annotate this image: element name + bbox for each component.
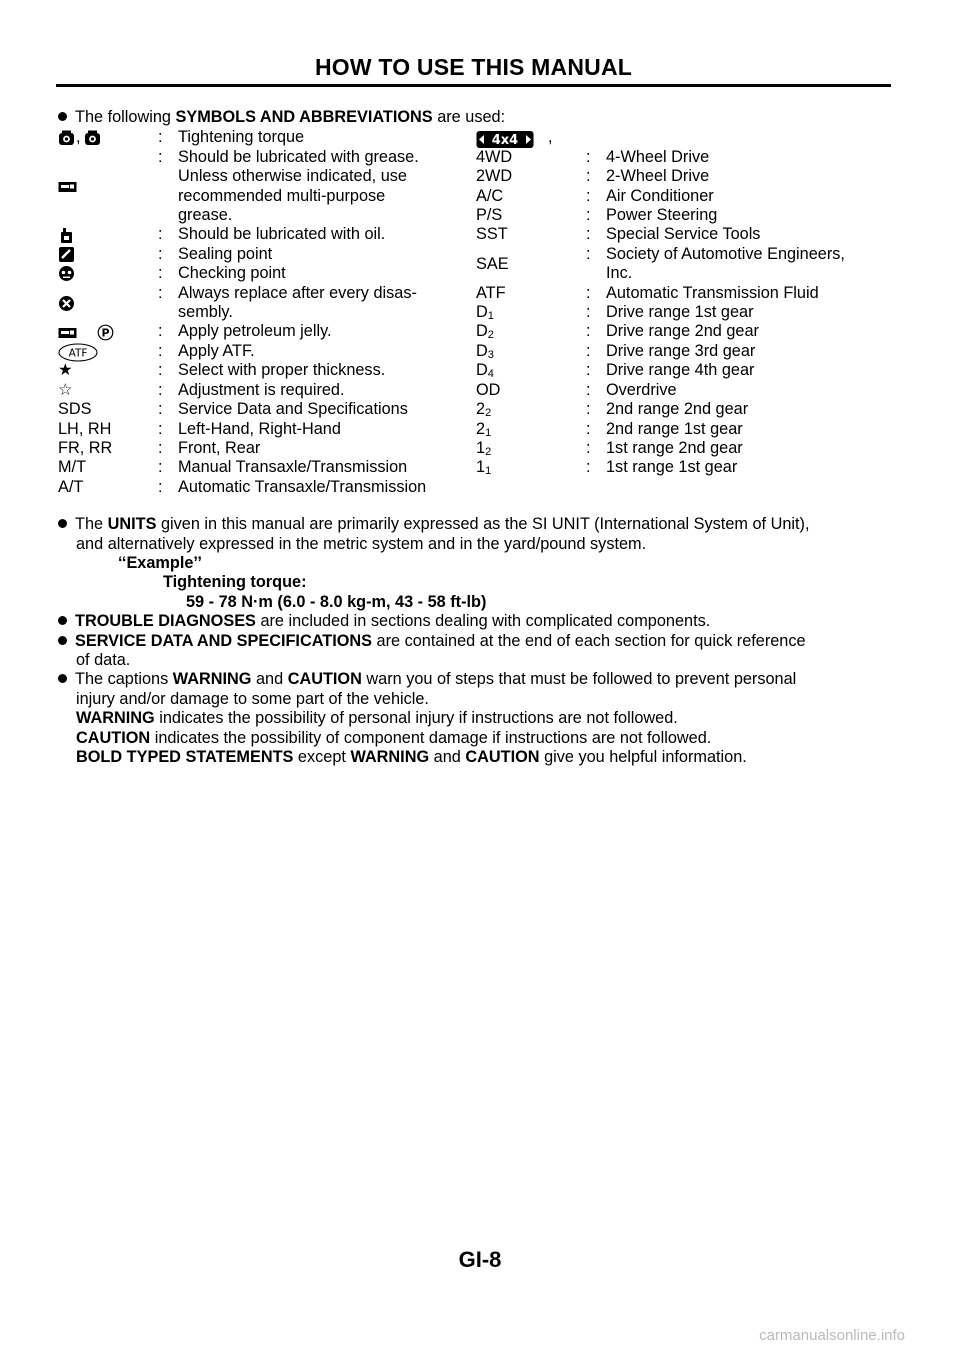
- symbol: ATF: [476, 283, 506, 302]
- symbol-description: Drive range 4th gear: [606, 361, 755, 380]
- symbol: 4WD: [476, 147, 513, 166]
- symbol: [58, 342, 158, 361]
- petroleum-jelly-icon: [97, 324, 114, 341]
- symbol-row: SAE : Society of Automotive Engineers, Inc.: [476, 245, 894, 284]
- symbol: 4x4 ,: [476, 128, 586, 147]
- service-paragraph: SERVICE DATA AND SPECIFICATIONS are contained at the end of each section for quick reference of data.: [58, 632, 894, 671]
- symbol: D 4: [476, 361, 494, 381]
- symbol-description: Special Service Tools: [606, 225, 761, 244]
- header-rule: [56, 84, 891, 87]
- symbol: OD: [476, 380, 501, 399]
- svg-text:ATF: ATF: [68, 347, 88, 360]
- symbol-description: Automatic Transaxle/Transmission: [178, 477, 427, 496]
- symbol: A/T: [58, 477, 84, 496]
- bullet: [58, 636, 67, 645]
- 4x4-icon: [476, 130, 534, 147]
- torque-wrench-icon: [84, 130, 101, 147]
- symbol-row: M/T : Manual Transaxle/Transmission: [58, 458, 476, 477]
- symbol-description: Adjustment is required.: [178, 380, 345, 399]
- symbol-description: Drive range 3rd gear: [606, 341, 756, 360]
- bullet: [58, 674, 67, 683]
- symbol-description: Air Conditioner: [606, 186, 714, 205]
- replace-icon: [58, 295, 75, 312]
- symbol: [58, 322, 158, 341]
- symbol: A/C: [476, 186, 504, 205]
- symbol: 2WD: [476, 167, 513, 186]
- symbol-description: 1st range 1st gear: [606, 458, 738, 477]
- symbol: [58, 284, 158, 323]
- symbol-description: Should be lubricated with oil.: [178, 225, 386, 244]
- symbol-row: : Always replace after every disas- sembly.: [58, 284, 476, 323]
- symbol-description: Left-Hand, Right-Hand: [178, 419, 341, 438]
- symbol-description: Front, Rear: [178, 438, 261, 457]
- right-symbol-column: [476, 128, 894, 497]
- symbol: M/T: [58, 458, 87, 477]
- symbol-row: : Should be lubricated with oil.: [58, 225, 476, 244]
- symbol-description: Society of Automotive Engineers, Inc.: [606, 244, 845, 283]
- grease-icon: [58, 178, 77, 195]
- captions-paragraph: The captions WARNING and CAUTION warn you of steps that must be followed to prevent personal injury and/or damage to some part of the vehicle. WARNING indicates the possibility of personal injury if instructions are not followed. CAUTION indicates the possibility of component damage if instructions are not followed. BOLD TYPED STATEMENTS except WARNING and CAUTION give you helpful information.: [58, 670, 894, 767]
- symbol-description: Apply ATF.: [178, 341, 255, 360]
- example-value: 59 - 78 N·m (6.0 - 8.0 kg-m, 43 - 58 ft-lb): [186, 592, 487, 611]
- checking-icon: [58, 265, 75, 282]
- symbol-description: Automatic Transmission Fluid: [606, 283, 819, 302]
- watermark: carmanualsonline.info: [759, 1327, 905, 1344]
- symbol-row: P/S : Power Steering: [476, 206, 894, 225]
- symbol-description: Power Steering: [606, 206, 718, 225]
- symbol-row: [476, 128, 894, 147]
- intro-line: The following SYMBOLS AND ABBREVIATIONS are used:: [58, 108, 894, 127]
- symbol-columns: [58, 128, 894, 497]
- svg-text:P: P: [101, 326, 110, 340]
- symbol-row: ★ : Select with proper thickness.: [58, 361, 476, 380]
- symbol-row: A/C : Air Conditioner: [476, 187, 894, 206]
- symbol: 2 2: [476, 400, 492, 420]
- symbol-description: Checking point: [178, 264, 286, 283]
- symbol: P/S: [476, 206, 503, 225]
- page-header: HOW TO USE THIS MANUAL: [314, 54, 633, 80]
- symbol-row: D 3 : Drive range 3rd gear: [476, 342, 894, 361]
- symbol-description: Tightening torque: [178, 128, 305, 147]
- atf-icon: [58, 343, 98, 360]
- symbol-description: Always replace after every disas- sembly.: [178, 283, 417, 322]
- symbol: SAE: [476, 254, 509, 273]
- example-label: Tightening torque:: [163, 573, 307, 592]
- symbol: ☆: [58, 380, 73, 399]
- grease-icon: [58, 324, 77, 341]
- symbol: [58, 264, 158, 283]
- symbol-row: FR, RR : Front, Rear: [58, 439, 476, 458]
- symbol-row: : Should be lubricated with grease. Unless otherwise indicated, use recommended multi-purpose grease.: [58, 148, 476, 226]
- symbol-row: A/T : Automatic Transaxle/Transmission: [58, 478, 476, 497]
- torque-wrench-icon: [58, 130, 75, 147]
- symbol: LH, RH: [58, 419, 112, 438]
- symbol: SST: [476, 225, 508, 244]
- symbol-row: : Sealing point: [58, 245, 476, 264]
- oil-can-icon: [58, 227, 75, 244]
- symbol-description: 4-Wheel Drive: [606, 147, 710, 166]
- symbol-row: ☆ : Adjustment is required.: [58, 381, 476, 400]
- symbol-row: SST : Special Service Tools: [476, 225, 894, 244]
- svg-text:4x4: 4x4: [491, 132, 519, 148]
- symbol: D 3: [476, 341, 494, 361]
- trouble-paragraph: TROUBLE DIAGNOSES are included in sections dealing with complicated components.: [58, 612, 894, 631]
- symbol-row: SDS : Service Data and Specifications: [58, 400, 476, 419]
- symbol-row: D 2 : Drive range 2nd gear: [476, 322, 894, 341]
- symbol-row: 2 2 : 2nd range 2nd gear: [476, 400, 894, 419]
- sealing-icon: [58, 246, 75, 263]
- symbol-description: Overdrive: [606, 380, 677, 399]
- symbol: D 2: [476, 322, 494, 342]
- symbol-row: LH, RH : Left-Hand, Right-Hand: [58, 420, 476, 439]
- symbol: [58, 225, 158, 244]
- symbol-description: 1st range 2nd gear: [606, 438, 743, 457]
- symbol-row: ATF : Automatic Transmission Fluid: [476, 284, 894, 303]
- symbol: 1 1: [476, 458, 492, 478]
- symbol-row: 4WD : 4-Wheel Drive: [476, 148, 894, 167]
- symbol: 1 2: [476, 438, 492, 458]
- page-number: GI-8: [458, 1247, 502, 1272]
- symbol-row: ATF : Apply ATF.: [58, 342, 476, 361]
- symbol-description: Manual Transaxle/Transmission: [178, 458, 408, 477]
- bullet: [58, 616, 67, 625]
- symbol: ,: [58, 128, 158, 147]
- symbol-description: Service Data and Specifications: [178, 400, 408, 419]
- bullet: [58, 519, 67, 528]
- symbol-description: Drive range 1st gear: [606, 303, 754, 322]
- bullet: [58, 112, 67, 121]
- symbol-description: Sealing point: [178, 244, 273, 263]
- symbol-row: , : Tightening torque: [58, 128, 476, 147]
- left-symbol-column: [58, 128, 476, 497]
- symbol-row: P : Apply petroleum jelly.: [58, 322, 476, 341]
- symbol-description: Apply petroleum jelly.: [178, 322, 332, 341]
- symbol-row: 1 1 : 1st range 1st gear: [476, 458, 894, 477]
- symbol-row: 2 1 : 2nd range 1st gear: [476, 420, 894, 439]
- symbol: FR, RR: [58, 438, 113, 457]
- symbol-description: 2-Wheel Drive: [606, 167, 710, 186]
- symbol-description: 2nd range 1st gear: [606, 419, 743, 438]
- symbol-row: D 4 : Drive range 4th gear: [476, 361, 894, 380]
- symbol-description: Drive range 2nd gear: [606, 322, 759, 341]
- symbol-row: OD : Overdrive: [476, 381, 894, 400]
- symbol: SDS: [58, 400, 92, 419]
- example-title: ‘‘Example’’: [118, 553, 202, 572]
- symbol: D 1: [476, 303, 494, 323]
- symbol: [58, 245, 158, 264]
- symbol-description: Select with proper thickness.: [178, 361, 386, 380]
- symbol: [58, 148, 158, 226]
- symbol-row: 2WD : 2-Wheel Drive: [476, 167, 894, 186]
- symbol: ★: [58, 361, 73, 380]
- symbol-description: 2nd range 2nd gear: [606, 400, 749, 419]
- units-paragraph: The UNITS given in this manual are primarily expressed as the SI UNIT (International System of Unit), and alternatively expressed in the metric system and in the yard/pound system. ‘‘Example’’ Tightening torque: 59 - 78 N·m (6.0 - 8.0 kg-m, 43 - 58 ft-lb): [58, 515, 894, 612]
- symbol-description: Should be lubricated with grease. Unless otherwise indicated, use recommended multi-purpose grease.: [178, 147, 419, 225]
- page-content: [58, 108, 894, 767]
- symbol-row: D 1 : Drive range 1st gear: [476, 303, 894, 322]
- symbol: 2 1: [476, 419, 492, 439]
- symbol-row: : Checking point: [58, 264, 476, 283]
- symbol-row: 1 2 : 1st range 2nd gear: [476, 439, 894, 458]
